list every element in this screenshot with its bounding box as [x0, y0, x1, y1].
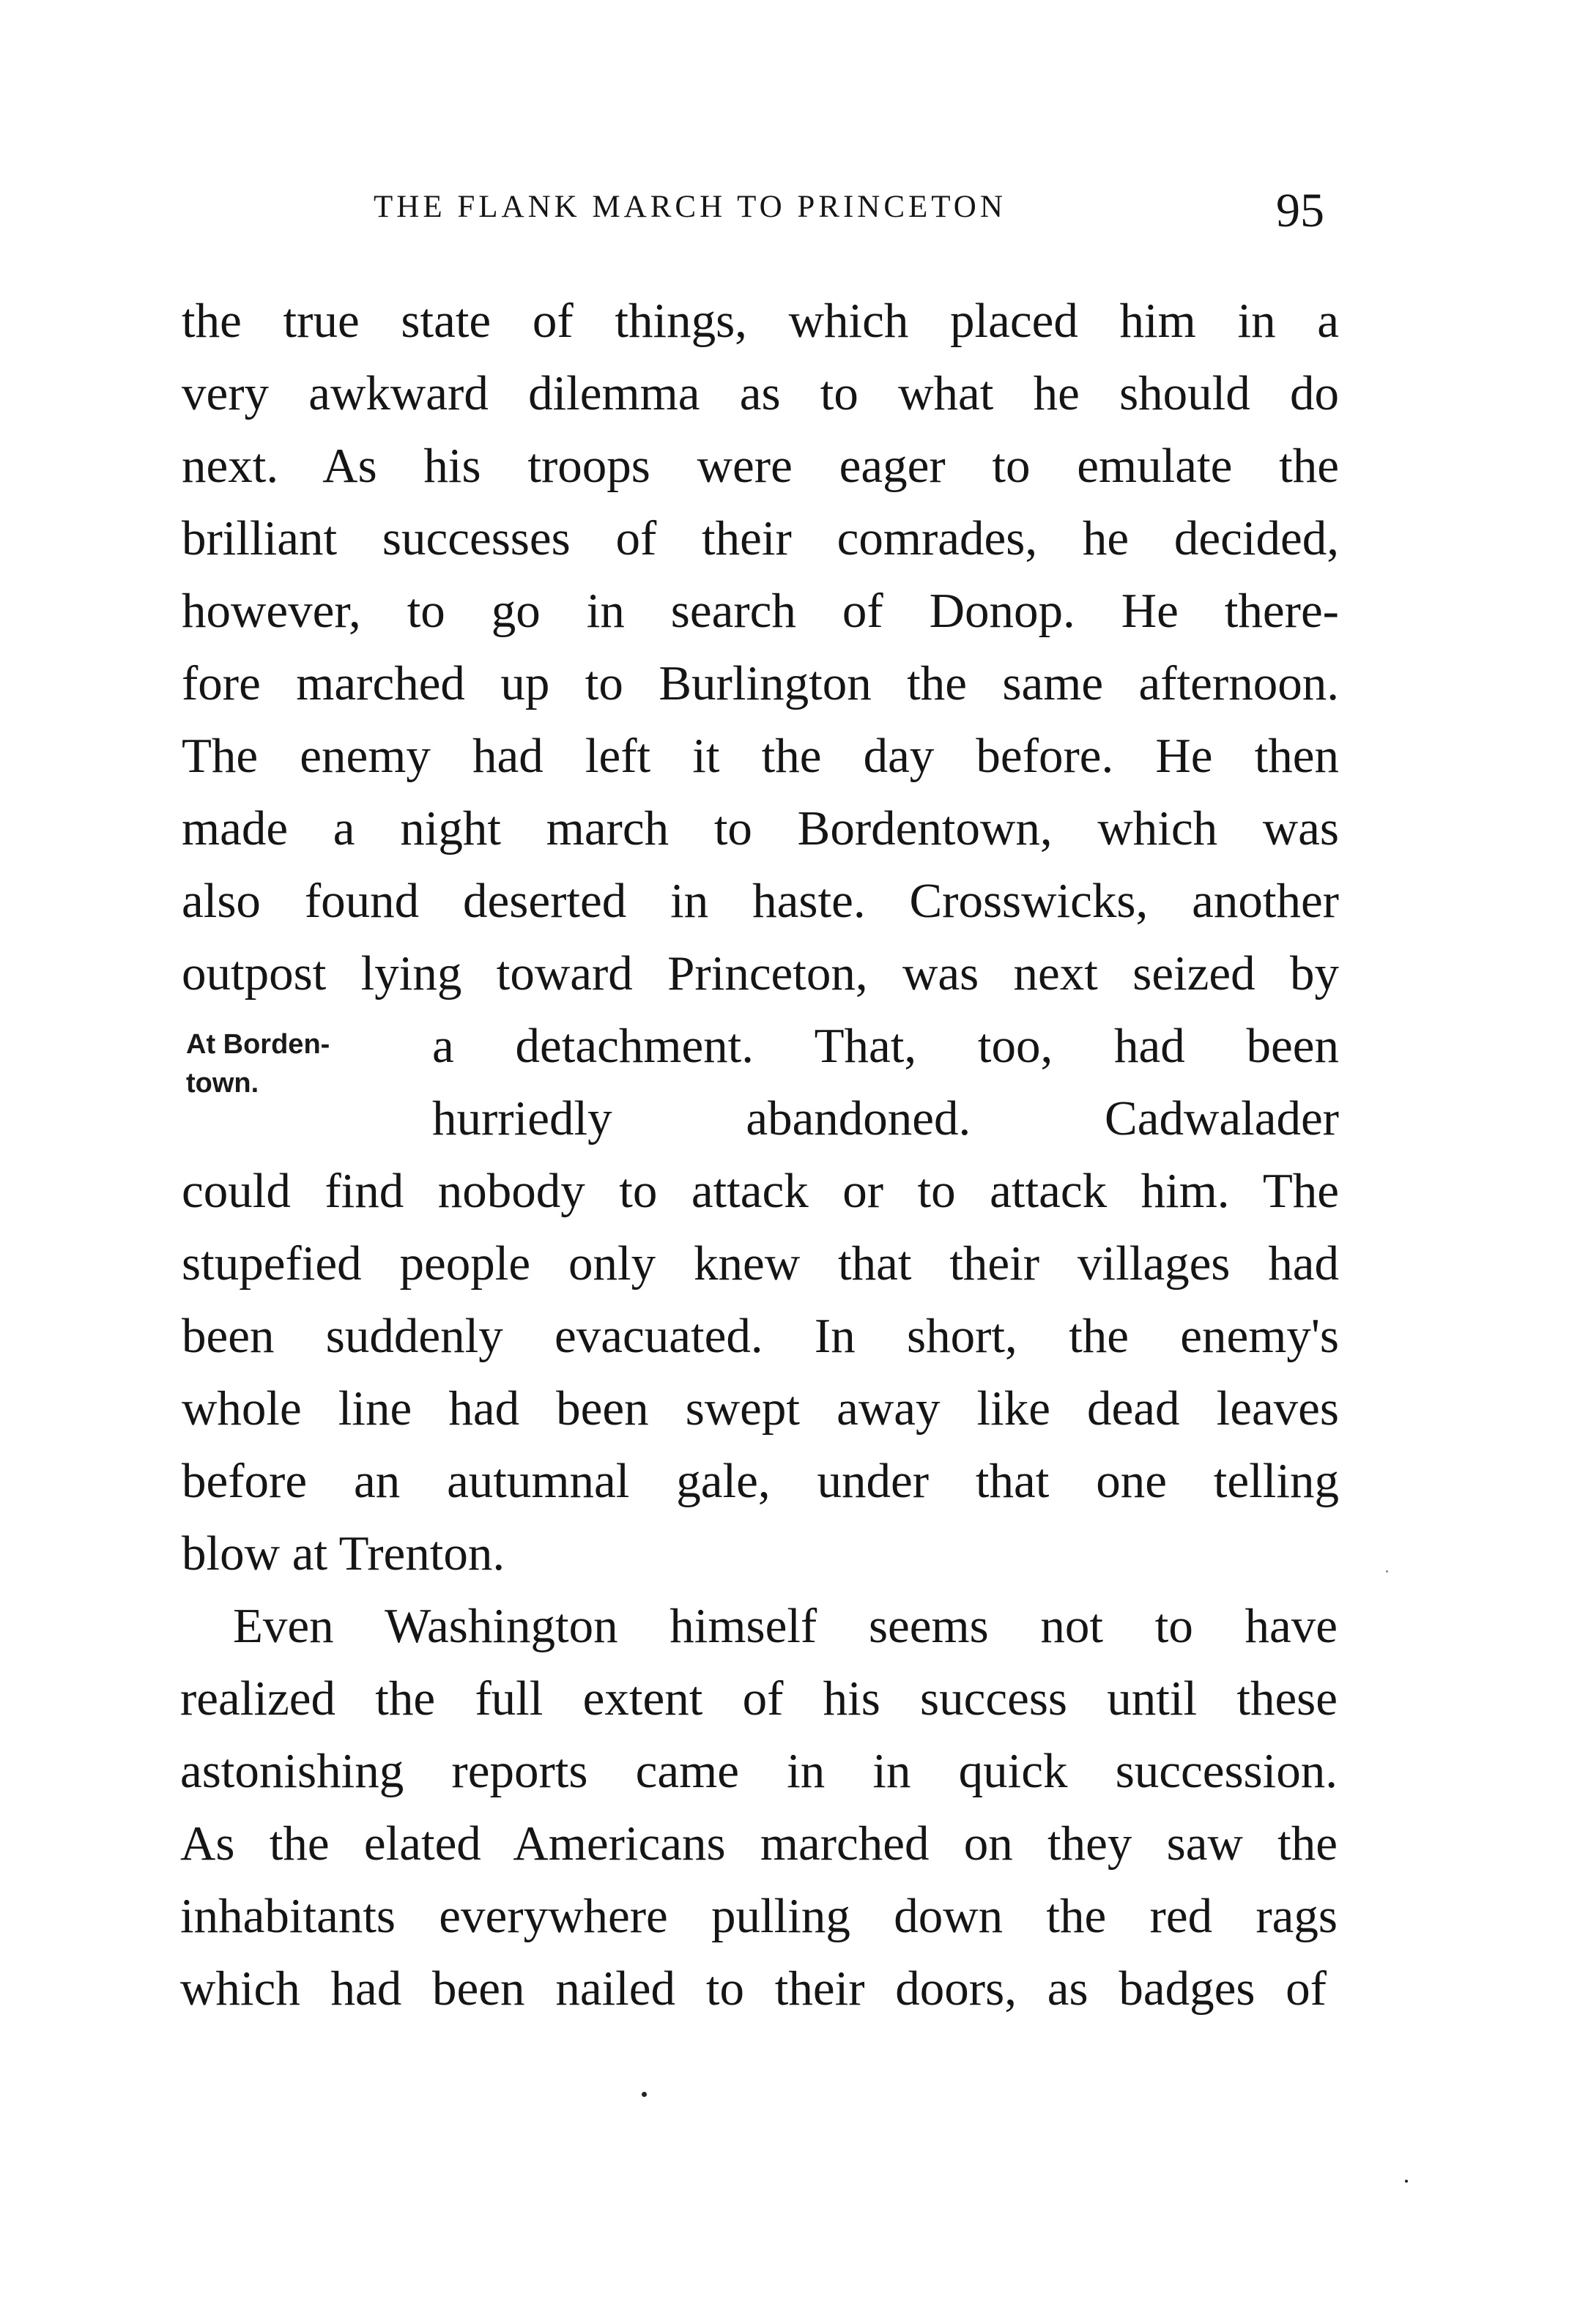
body-line: brilliant successes of their comrades, he decided, [182, 511, 1339, 565]
running-title: THE FLANK MARCH TO PRINCETON [374, 190, 1006, 224]
body-line: which had been nailed to their doors, as badges of [180, 1961, 1327, 2016]
side-note-line-1: At Borden- [186, 1029, 330, 1060]
print-speck [1405, 2180, 1408, 2183]
body-line: As the elated Americans marched on they saw the [180, 1816, 1338, 1871]
body-line: could find nobody to attack or to attack him. The [182, 1164, 1339, 1218]
body-line: blow at Trenton. [182, 1526, 505, 1581]
body-line: very awkward dilemma as to what he should do [182, 366, 1339, 420]
body-line: inhabitants everywhere pulling down the red rags [180, 1889, 1338, 1943]
body-line: Even Washington himself seems not to have [233, 1599, 1338, 1653]
body-line: hurriedly abandoned. Cadwalader [432, 1091, 1339, 1146]
print-speck [1386, 1570, 1388, 1573]
page-number: 95 [1276, 184, 1324, 237]
body-line: fore marched up to Burlington the same afternoon. [182, 656, 1339, 710]
body-line: astonishing reports came in in quick succession. [180, 1744, 1338, 1798]
body-line: realized the full extent of his success until these [180, 1671, 1338, 1726]
side-note-line-2: town. [186, 1068, 259, 1099]
body-line: a detachment. That, too, had been [432, 1019, 1339, 1073]
body-line: whole line had been swept away like dead leaves [182, 1381, 1339, 1436]
body-line: been suddenly evacuated. In short, the enemy's [182, 1309, 1339, 1363]
body-line: made a night march to Bordentown, which was [182, 801, 1339, 855]
running-head [0, 183, 1580, 242]
body-line: The enemy had left it the day before. He then [182, 729, 1339, 783]
body-line: also found deserted in haste. Crosswicks, another [182, 874, 1339, 928]
body-line: outpost lying toward Princeton, was next seized by [182, 946, 1339, 1000]
print-speck [642, 2092, 647, 2097]
body-line: stupefied people only knew that their villages had [182, 1236, 1339, 1291]
body-line: next. As his troops were eager to emulate the [182, 439, 1339, 493]
body-line: however, to go in search of Donop. He there- [182, 584, 1339, 638]
body-line: before an autumnal gale, under that one telling [182, 1454, 1339, 1508]
body-line: the true state of things, which placed him in a [182, 294, 1339, 348]
